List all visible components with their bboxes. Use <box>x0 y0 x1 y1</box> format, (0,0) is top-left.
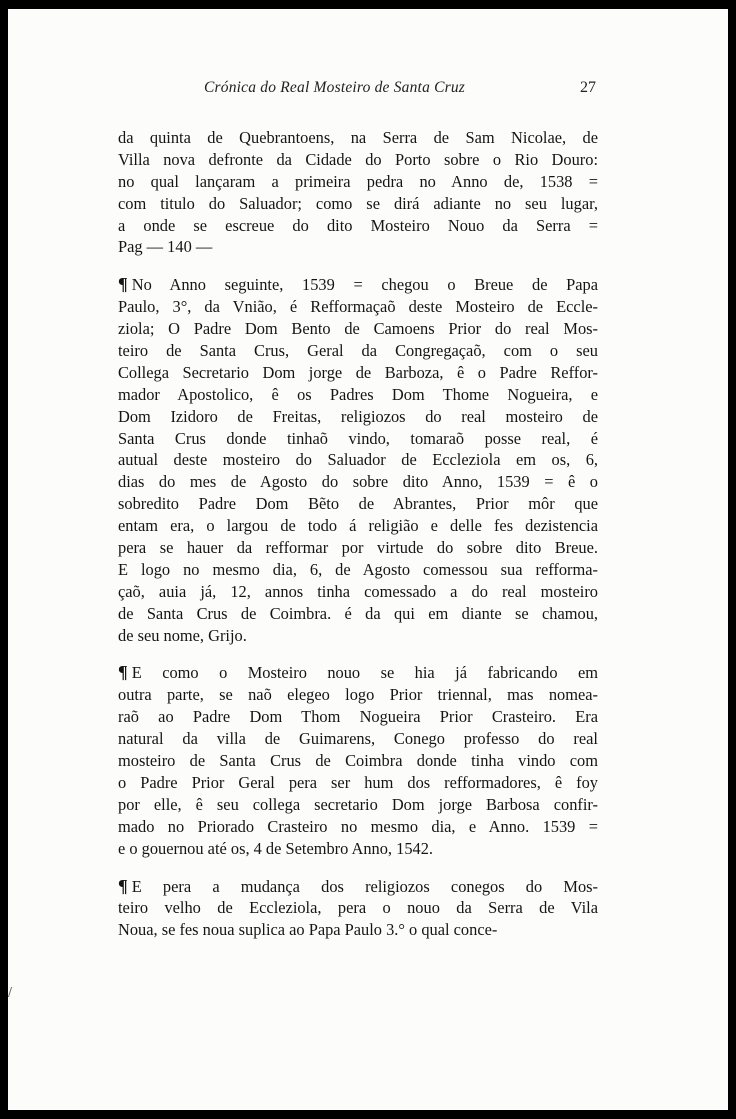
text-line: mosteiro de Santa Crus de Coimbra donde tinha vindo com <box>118 751 598 771</box>
paragraph <box>118 662 598 859</box>
pilcrow-mark: ¶ <box>118 662 128 683</box>
pilcrow-mark: ¶ <box>118 274 128 295</box>
text-line: raõ ao Padre Dom Thom Nogueira Prior Crasteiro. Era <box>118 707 598 727</box>
text-line: por elle, ê seu collega secretario Dom jorge Barbosa confir- <box>118 794 598 814</box>
text-line: teiro de Santa Crus, Geral da Congregaçaõ, com o seu <box>118 341 598 361</box>
margin-mark: / <box>8 985 13 999</box>
text-line: outra parte, se naõ elegeo logo Prior triennal, mas nomea- <box>118 685 598 705</box>
text-line: o Padre Prior Geral pera ser hum dos refformadores, ê foy <box>118 772 598 792</box>
paragraph <box>118 127 598 258</box>
text-line: autual deste mosteiro do Saluador de Eccleziola em os, 6, <box>118 450 598 470</box>
text-line: pera se hauer da refformar por virtude do sobre dito Breue. <box>118 538 598 558</box>
text-line: Paulo, 3°, da Vnião, é Refformaçaõ deste Mosteiro de Eccle- <box>118 297 598 317</box>
text-line: Pag — 140 — <box>118 237 213 257</box>
text-line: e o gouernou até os, 4 de Setembro Anno, 1542. <box>118 838 434 858</box>
page-header <box>8 79 728 103</box>
text-line: Dom Izidoro de Freitas, religiozos do real mosteiro de <box>118 406 598 426</box>
text-line: teiro velho de Eccleziola, pera o nouo da Serra de Vila <box>118 898 598 918</box>
text-line: Villa nova defronte da Cidade do Porto sobre o Rio Douro: <box>118 149 598 169</box>
text-line: natural da villa de Guimarens, Conego professo do real <box>118 729 598 749</box>
text-line: çaõ, auia já, 12, annos tinha comessado a do real mosteiro <box>118 581 598 601</box>
running-title: Crónica do Real Mosteiro de Santa Cruz <box>204 79 466 96</box>
paragraph <box>118 876 598 942</box>
text-line: entam era, o largou de todo á religião e delle fes dezistencia <box>118 516 598 536</box>
text-line: mado no Priorado Crasteiro no mesmo dia, e Anno. 1539 = <box>118 816 598 836</box>
text-line: Noua, se fes noua suplica ao Papa Paulo 3.° o qual conce- <box>118 920 498 940</box>
body-text <box>118 127 598 957</box>
text-line: mador Apostolico, ê os Padres Dom Thome Nogueira, e <box>118 384 598 404</box>
text-line: E logo no mesmo dia, 6, de Agosto comessou sua refforma- <box>118 559 598 579</box>
book-page <box>8 9 728 1110</box>
text-line: de seu nome, Grijo. <box>118 625 247 645</box>
text-line: dias do mes de Agosto do sobre dito Anno, 1539 = ê o <box>118 472 598 492</box>
text-line: sobredito Padre Dom Bẽto de Abrantes, Prior môr que <box>118 494 598 514</box>
paragraph <box>118 274 598 646</box>
line-text: No Anno seguinte, 1539 = chegou o Breue de Papa <box>131 275 598 295</box>
page-number: 27 <box>580 79 596 96</box>
line-text: E como o Mosteiro nouo se hia já fabricando em <box>131 663 598 683</box>
text-line: de Santa Crus de Coimbra. é da qui em diante se chamou, <box>118 603 598 623</box>
text-line: ziola; O Padre Dom Bento de Camoens Prior do real Mos- <box>118 319 598 339</box>
text-line <box>118 662 598 684</box>
pilcrow-mark: ¶ <box>118 875 128 896</box>
text-line <box>118 274 598 296</box>
text-line: da quinta de Quebrantoens, na Serra de Sam Nicolae, de <box>118 128 598 147</box>
text-line: a onde se escreue do dito Mosteiro Nouo da Serra = <box>118 215 598 235</box>
text-line <box>118 876 598 898</box>
line-text: E pera a mudança dos religiozos conegos do Mos- <box>131 876 598 896</box>
text-line: Santa Crus donde tinhaõ vindo, tomaraõ posse real, é <box>118 428 598 448</box>
text-line: no qual lançaram a primeira pedra no Anno de, 1538 = <box>118 171 598 191</box>
text-line: Collega Secretario Dom jorge de Barboza, ê o Padre Reffor- <box>118 362 598 382</box>
text-line: com titulo do Saluador; como se dirá adiante no seu lugar, <box>118 193 598 213</box>
